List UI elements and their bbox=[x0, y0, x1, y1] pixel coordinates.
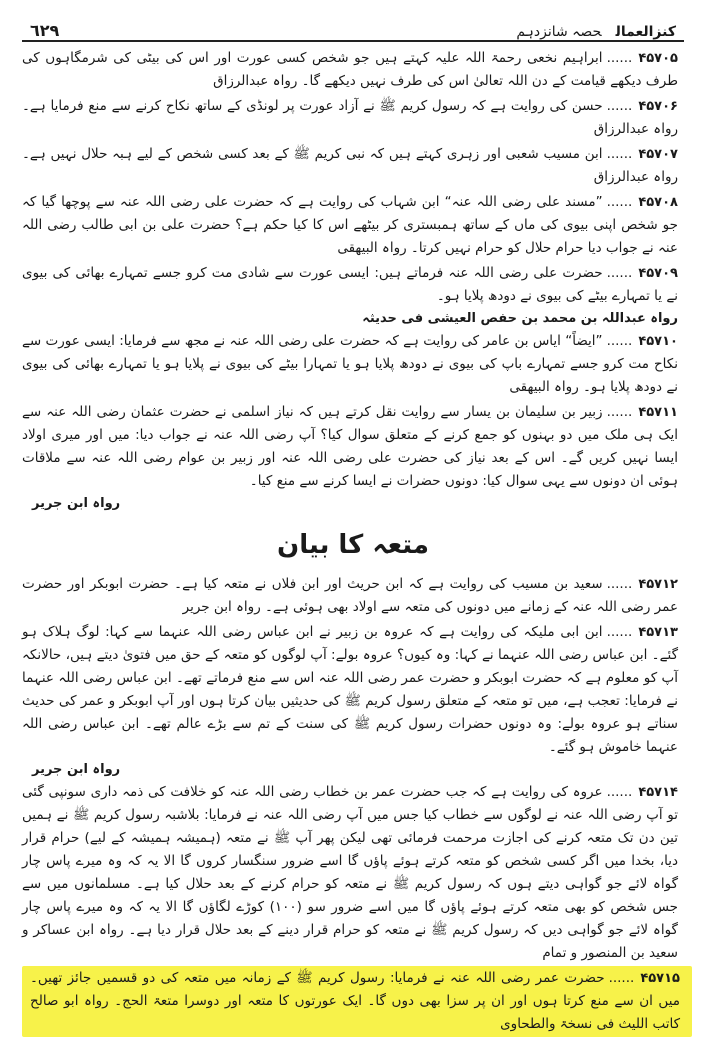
hadith-entry: ۴۵۷۱۳......ابن ابی ملیکہ کی روایت ہے کہ عروہ بن زبیر نے ابن عباس رضی اللہ عنہما سے کہا: لوگ ہلاک ہو گئے۔ ابن عباس رضی اللہ عنہما نے کہا: وہ کیوں؟ عروہ بولے: آپ لوگوں کو متعہ کے حق میں فتویٰ دیتے ہیں، حالانکہ آپ کو معلوم ہے کہ حضرت ابوبکر و حضرت عمر رضی اللہ عنہ اس سے منع فرماتے تھے۔ ابن عباس رضی اللہ عنہما نے فرمایا: تعجب ہے، میں تو متعہ کے متعلق رسول کریم ﷺ کی حدیثیں بیان کرتا ہوں اور آپ ابوبکر و عمر کی حدیث سناتے ہو عروہ بولے: وہ دونوں حضرات رسول کریم ﷺ کی سنت کے تم سے بڑے عالم تھے۔ ابن عباس رضی اللہ عنہما خاموش ہو گئے۔ bbox=[22, 620, 684, 760]
hadith-entry: ۴۵۷۰۷......ابن مسیب شعبی اور زہری کہتے ہیں کہ نبی کریم ﷺ کے بعد کسی شخص کے لیے ہبہ حلال نہیں ہے۔ رواہ عبدالرزاق bbox=[22, 142, 684, 190]
hadith-text: ”مسند علی رضی اللہ عنہ“ ابن شہاب کی روایت ہے کہ حضرت علی رضی اللہ عنہ سے پوچھا گیا کہ جو شخص اپنی بیوی کی ماں کے ساتھ ہمبستری کر بیٹھے اس کا کیا حکم ہے؟ حضرت علی بن ابی طالب رضی اللہ عنہ نے جواب دیا حرام حلال کو حرام نہیں کرتا۔ رواہ البیھقی bbox=[22, 194, 678, 256]
hadith-text: حضرت علی رضی اللہ عنہ فرماتے ہیں: ایسی عورت سے شادی مت کرو جسے تمہارے بھائی کی بیوی نے یا تمہارے بیٹے کی بیوی نے دودھ پلایا ہو۔ bbox=[22, 265, 678, 304]
hadith-number: ۴۵۷۰۷ bbox=[638, 147, 678, 162]
running-title bbox=[516, 24, 676, 40]
hadith-text: ابن مسیب شعبی اور زہری کہتے ہیں کہ نبی کریم ﷺ کے بعد کسی شخص کے لیے ہبہ حلال نہیں ہے۔ رواہ عبدالرزاق bbox=[22, 146, 678, 185]
hadith-number: ۴۵۷۱۵ bbox=[640, 971, 680, 986]
page-header bbox=[22, 14, 684, 42]
hadith-number: ۴۵۷۰۹ bbox=[638, 266, 678, 281]
hadith-number: ۴۵۷۱۴ bbox=[638, 785, 678, 800]
book-title: کنزالعمال bbox=[615, 24, 676, 40]
hadith-text: ”ایضاً“ ایاس بن عامر کی روایت ہے کہ حضرت علی رضی اللہ عنہ نے مجھ سے فرمایا: ایسی عورت سے نکاح مت کرو جسے تمہارے باپ کی بیوی نے دودھ پلایا ہو یا تمہارا بیٹے کی بیوی نے پلایا ہو یا تمہارے بھائی کی بیوی نے دودھ پلایا ہو۔ رواہ البیھقی bbox=[22, 333, 678, 395]
hadith-entry: ۴۵۷۰۵......ابراہیم نخعی رحمۃ اللہ علیہ کہتے ہیں جو شخص کسی عورت اور اس کی بیٹی کی شرمگاہوں کی طرف دیکھے قیامت کے دن اللہ تعالیٰ اس کی طرف نہیں دیکھے گا۔ رواہ عبدالرزاق bbox=[22, 46, 684, 94]
hadith-number: ۴۵۷۱۲ bbox=[638, 577, 678, 592]
source-citation: رواہ عبداللہ بن محمد بن حفص العیشی فی حدیثہ bbox=[362, 311, 678, 326]
hadith-entry: ۴۵۷۱۴......عروہ کی روایت ہے کہ جب حضرت عمر بن خطاب رضی اللہ عنہ کو خلافت کی ذمہ داری سونپی گئی تو آپ رضی اللہ عنہ نے لوگوں سے خطاب کیا جس میں آپ رضی اللہ عنہ نے فرمایا: بلاشبہ رسول کریم ﷺ نے ہمیں تین دن تک متعہ کرنے کی اجازت مرحمت فرمائی تھی لیکن پھر آپ ﷺ نے متعہ (ہمیشہ ہمیشہ کے لیے) حرام قرار دیا، بخدا میں اگر کسی شخص کو متعہ کرتے ہوئے پاؤں گا اسے ضرور سنگسار کروں گا الا یہ کہ وہ میرے پاس چار گواہ لائے جو گواہی دیتے ہوں کہ رسول کریم ﷺ نے متعہ کو حرام کرنے کے بعد حلال کیا ہے۔ مسلمانوں میں سے جس شخص کو بھی متعہ کرتے ہوئے پاؤں گا میں اسے ضرور سو (۱۰۰) کوڑے لگاؤں گا الا یہ کہ وہ میرے پاس چار گواہ لائے جو گواہی دیں کہ رسول کریم ﷺ نے متعہ کو حرام قرار دینے کے بعد حلال قرار دیا ہے۔ رواہ ابن عساکر و سعید بن المنصور و تمام bbox=[22, 780, 684, 966]
hadith-number: ۴۵۷۰۶ bbox=[638, 99, 678, 114]
hadith-number: ۴۵۷۱۱ bbox=[638, 405, 678, 420]
hadith-text: زبیر بن سلیمان بن یسار سے روایت نقل کرتے ہیں کہ نیاز اسلمی نے حضرت عثمان رضی اللہ عنہ سے ایک ہی ملک میں دو بہنوں کو جمع کرنے کے متعلق سوال کیا؟ آپ رضی اللہ عنہ نے جواب دیا: میں اور میری اولاد ایسا نہیں کریں گے۔ اس کے بعد نیاز کی حضرت علی رضی اللہ عنہ اور زبیر بن عوام رضی اللہ عنہ سے ملاقات ہوئی ان دونوں سے یہی سوال کیا: دونوں حضرات نے ایسا کرنے سے منع کیا۔ bbox=[22, 404, 678, 489]
highlighted-hadith-entry: ۴۵۷۱۵......حضرت عمر رضی اللہ عنہ نے فرمایا: رسول کریم ﷺ کے زمانہ میں متعہ کی دو قسمیں جائز تھیں۔ میں ان سے منع کرتا ہوں اور ان پر سزا بھی دوں گا۔ ایک عورتوں کا متعہ اور دوسرا متعۃ الحج۔ رواہ ابو صالح کاتب اللیث فی نسخۃ والطحاوی bbox=[22, 966, 692, 1037]
hadith-entry: ۴۵۷۰۶......حسن کی روایت ہے کہ رسول کریم ﷺ نے آزاد عورت پر لونڈی کے ساتھ نکاح کرنے سے منع فرمایا ہے۔ رواہ عبدالرزاق bbox=[22, 94, 684, 142]
hadith-number: ۴۵۷۱۰ bbox=[638, 334, 678, 349]
hadith-entry: ۴۵۷۰۹......حضرت علی رضی اللہ عنہ فرماتے ہیں: ایسی عورت سے شادی مت کرو جسے تمہارے بھائی کی بیوی نے یا تمہارے بیٹے کی بیوی نے دودھ پلایا ہو۔ bbox=[22, 261, 684, 309]
hadith-entry: ۴۵۷۰۸......”مسند علی رضی اللہ عنہ“ ابن شہاب کی روایت ہے کہ حضرت علی رضی اللہ عنہ سے پوچھا گیا کہ جو شخص اپنی بیوی کی ماں کے ساتھ ہمبستری کر بیٹھے اس کا کیا حکم ہے؟ حضرت علی بن ابی طالب رضی اللہ عنہ نے جواب دیا حرام حلال کو حرام نہیں کرتا۔ رواہ البیھقی bbox=[22, 190, 684, 261]
section-title: متعہ کا بیان bbox=[277, 530, 429, 560]
hadith-entry: ۴۵۷۱۲......سعید بن مسیب کی روایت ہے کہ ابن حریث اور ابن فلاں نے متعہ کیا ہے۔ حضرت ابوبکر اور حضرت عمر رضی اللہ عنہ کے زمانے میں دونوں کی متعہ سے اولاد بھی ہوئی ہے۔ رواہ ابن جریر bbox=[22, 572, 684, 620]
hadith-text: عروہ کی روایت ہے کہ جب حضرت عمر بن خطاب رضی اللہ عنہ کو خلافت کی ذمہ داری سونپی گئی تو آپ رضی اللہ عنہ نے لوگوں سے خطاب کیا جس میں آپ رضی اللہ عنہ نے فرمایا: بلاشبہ رسول کریم ﷺ نے ہمیں تین دن تک متعہ کرنے کی اجازت مرحمت فرمائی تھی لیکن پھر آپ ﷺ نے متعہ (ہمیشہ ہمیشہ کے لیے) حرام قرار دیا، بخدا میں اگر کسی شخص کو متعہ کرتے ہوئے پاؤں گا اسے ضرور سنگسار کروں گا الا یہ کہ وہ میرے پاس چار گواہ لائے جو گواہی دیتے ہوں کہ رسول کریم ﷺ نے متعہ کو حرام کرنے کے بعد حلال کیا ہے۔ مسلمانوں میں سے جس شخص کو بھی متعہ کرتے ہوئے پاؤں گا میں اسے ضرور سو (۱۰۰) کوڑے لگاؤں گا الا یہ کہ وہ میرے پاس چار گواہ لائے جو گواہی دیں کہ رسول کریم ﷺ نے متعہ کو حرام قرار دینے کے بعد حلال قرار دیا ہے۔ رواہ ابن عساکر و سعید بن المنصور و تمام bbox=[22, 784, 679, 961]
hadith-text: ابن ابی ملیکہ کی روایت ہے کہ عروہ بن زبیر نے ابن عباس رضی اللہ عنہما سے کہا: لوگ ہلاک ہو گئے۔ ابن عباس رضی اللہ عنہما نے کہا: وہ کیوں؟ عروہ بولے: آپ لوگوں کو متعہ کے حق میں فتویٰ دیتے ہیں، حالانکہ آپ کو معلوم ہے کہ حضرت ابوبکر و حضرت عمر رضی اللہ عنہ اس سے منع فرماتے تھے۔ ابن عباس رضی اللہ عنہما نے فرمایا: تعجب ہے، میں تو متعہ کے متعلق رسول کریم ﷺ کی حدیثیں بیان کرتا ہوں اور آپ ابوبکر و عمر کی حدیث سناتے ہو عروہ بولے: وہ دونوں حضرات رسول کریم ﷺ کی سنت کے تم سے بڑے عالم تھے۔ ابن عباس رضی اللہ عنہما خاموش ہو گئے۔ bbox=[22, 624, 678, 755]
hadith-number: ۴۵۷۰۵ bbox=[638, 51, 678, 66]
part-label: حصہ شانزدہم bbox=[516, 24, 602, 40]
hadith-text: ابراہیم نخعی رحمۃ اللہ علیہ کہتے ہیں جو شخص کسی عورت اور اس کی بیٹی کی شرمگاہوں کی طرف دیکھے قیامت کے دن اللہ تعالیٰ اس کی طرف نہیں دیکھے گا۔ رواہ عبدالرزاق bbox=[22, 50, 678, 89]
hadith-entry: ۴۵۷۱۱......زبیر بن سلیمان بن یسار سے روایت نقل کرتے ہیں کہ نیاز اسلمی نے حضرت عثمان رضی اللہ عنہ سے ایک ہی ملک میں دو بہنوں کو جمع کرنے کے متعلق سوال کیا؟ آپ رضی اللہ عنہ نے جواب دیا: میں اور میری اولاد ایسا نہیں کریں گے۔ اس کے بعد نیاز کی حضرت علی رضی اللہ عنہ اور زبیر بن عوام رضی اللہ عنہ سے ملاقات ہوئی ان دونوں سے یہی سوال کیا: دونوں حضرات نے ایسا کرنے سے منع کیا۔ bbox=[22, 400, 684, 494]
source-citation: رواہ ابن جریر bbox=[32, 762, 121, 777]
page-body bbox=[22, 46, 684, 1037]
page-number: ٦٢٩ bbox=[30, 21, 60, 40]
source-citation: رواہ ابن جریر bbox=[32, 496, 121, 511]
hadith-text: سعید بن مسیب کی روایت ہے کہ ابن حریث اور ابن فلاں نے متعہ کیا ہے۔ حضرت ابوبکر اور حضرت عمر رضی اللہ عنہ کے زمانے میں دونوں کی متعہ سے اولاد بھی ہوئی ہے۔ رواہ ابن جریر bbox=[22, 576, 678, 615]
hadith-text: حسن کی روایت ہے کہ رسول کریم ﷺ نے آزاد عورت پر لونڈی کے ساتھ نکاح کرنے سے منع فرمایا ہے۔ رواہ عبدالرزاق bbox=[22, 98, 678, 137]
hadith-number: ۴۵۷۱۳ bbox=[638, 625, 678, 640]
hadith-number: ۴۵۷۰۸ bbox=[638, 195, 678, 210]
hadith-entry: ۴۵۷۱۰......”ایضاً“ ایاس بن عامر کی روایت ہے کہ حضرت علی رضی اللہ عنہ نے مجھ سے فرمایا: ایسی عورت سے نکاح مت کرو جسے تمہارے باپ کی بیوی نے دودھ پلایا ہو یا تمہارا بیٹے کی بیوی نے پلایا ہو یا تمہارے بھائی کی بیوی نے دودھ پلایا ہو۔ رواہ البیھقی bbox=[22, 329, 684, 400]
hadith-text: حضرت عمر رضی اللہ عنہ نے فرمایا: رسول کریم ﷺ کے زمانہ میں متعہ کی دو قسمیں جائز تھیں۔ میں ان سے منع کرتا ہوں اور ان پر سزا بھی دوں گا۔ ایک عورتوں کا متعہ اور دوسرا متعۃ الحج۔ رواہ ابو صالح کاتب اللیث فی نسخۃ والطحاوی bbox=[30, 970, 680, 1032]
